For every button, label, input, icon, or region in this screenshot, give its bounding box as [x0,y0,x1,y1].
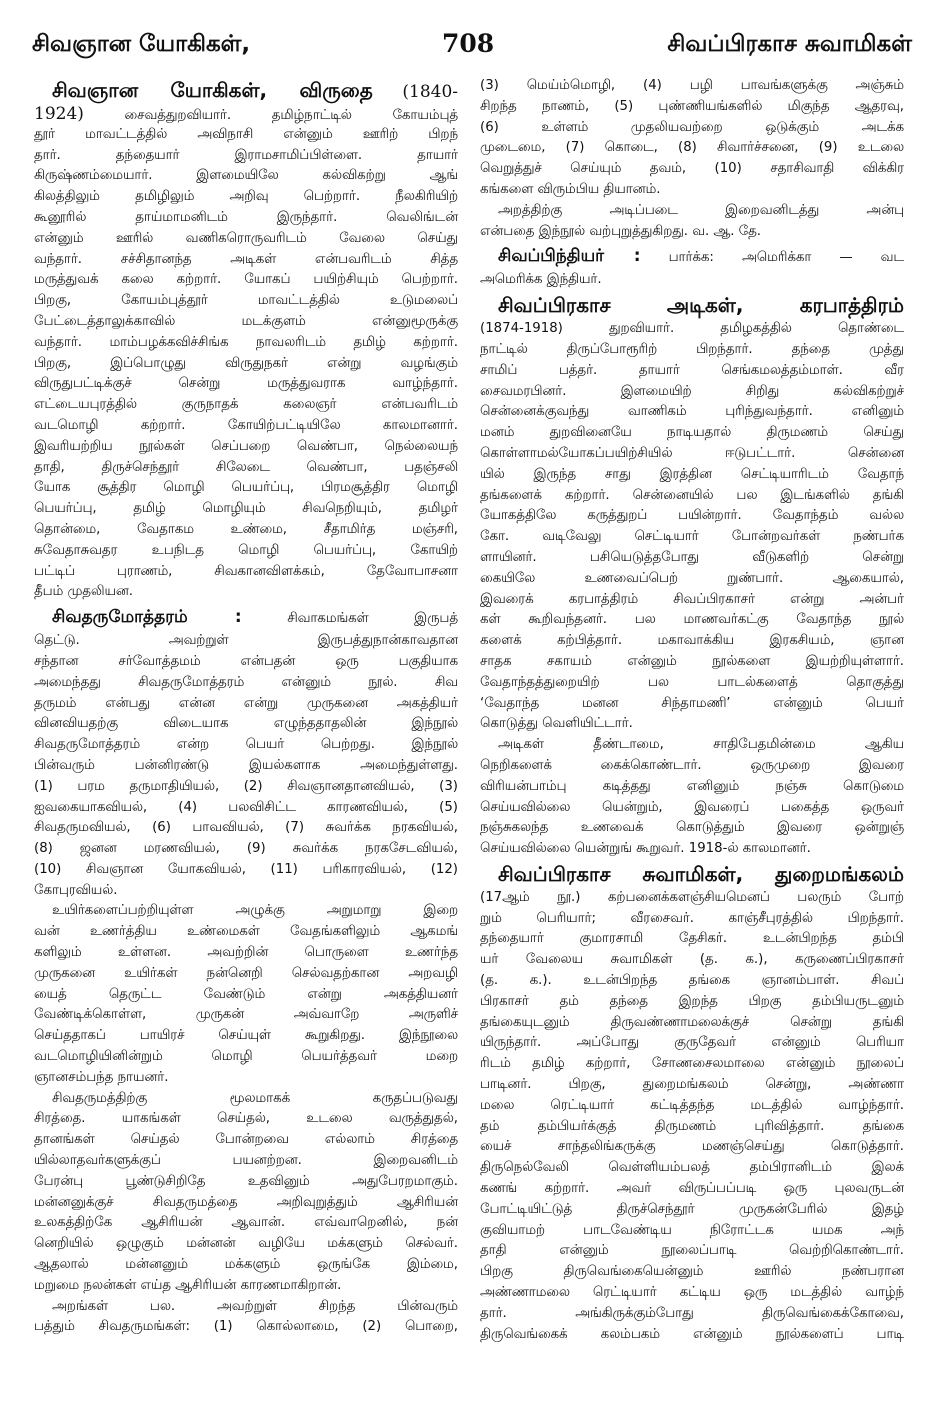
text-line: மறுமை நலன்கள் எய்த ஆசிரியன் காரணமாகிறான். [34,1277,342,1293]
text-line: சிவதருமவியல், (6) பாவவியல், (7) சுவர்க்க நரகவியல், [34,820,458,836]
text-line: மலை ரெட்டியார் கட்டித்தந்த மடத்தில் வாழ்ந்தார். [480,1097,904,1113]
entry-line: அமெரிக்க இந்தியர். [480,272,602,288]
text-line: (17ஆம் நூ.) கற்பனைக்களஞ்சியமெனப் பலரும் போற் [480,889,904,905]
text-line: ஆதலால் மன்னனும் மக்களும் ஒருங்கே இம்மை, [34,1257,458,1273]
entry-title: சிவதருமோத்தரம் : [52,607,242,628]
text-line: திருவெங்கைக் கலம்பகம் என்னும் நூல்களைப் பாடி [480,1326,904,1342]
text-line: தார். தந்தையார் இராமசாமிப்பிள்ளை. தாயார் [34,147,458,163]
text-line: வந்தார். மாம்பழக்கவிச்சிங்க நாவலரிடம் தமிழ் கற்றார். [34,334,458,350]
text-line: ளாயினர். பசியெடுத்தபோது வீடுகளிற் சென்று [480,549,904,565]
text-line: கங்களை விரும்பிய தியானம். [480,181,661,197]
text-line: பத்தும் சிவதருமங்கள்: (1) கொல்லாமை, (2) பொறை, [34,1319,458,1335]
text-line: அமைந்தது சிவதருமோத்தரம் என்னும் நூல். சிவ [34,674,458,690]
text-line: பிறகு, கோயம்புத்தூர் மாவட்டத்தில் உடுமலைப் [34,293,458,309]
left-column [34,76,458,1338]
text-line: தங்கையுடனும் திருவண்ணாமலைக்குச் சென்று தங்கி [480,1014,904,1030]
text-line: அடிகள் தீண்டாமை, சாதிபேதமின்மை ஆகிய [498,737,904,753]
text-line: யோக சூத்திர மொழி பெயர்ப்பு, பிரமசூத்திர மொழி [34,480,458,496]
entry-body [34,125,458,603]
text-line: முடைமை, (7) கொடை, (8) சிவார்ச்சனை, (9) உடலை [480,140,904,156]
text-line: நெறிகளைக் கைக்கொண்டார். ஒருமுறை இவரை [480,757,904,773]
text-line: வேண்டிக்கொள்ள, முருகன் அவ்வாறே அருளிச் [34,1007,458,1023]
entry-body [34,631,458,901]
text-line: வேதாந்தத்துறையிற் பல பாடல்களைத் தொகுத்து [480,674,904,690]
text-line: கிலத்திலும் தமிழிலும் அறிவு பெற்றார். நீலகிரியிற் [34,189,458,205]
running-head-right: சிவப்பிரகாச சுவாமிகள் [667,31,912,57]
text-line: கள் கூறிவந்தனர். பல மாணவர்கட்கு வேதாந்த நூல் [480,612,904,628]
text-line: தார். அங்கிருக்கும்போது திருவெங்கைக்கோவை, [480,1305,904,1321]
text-line: சந்தான சர்வோத்தமம் என்பதன் ஒரு பகுதியாக [34,653,458,669]
text-line: பேரன்பு பூண்டுசிறிதே உதவினும் அதுபேரறமாகும். [34,1173,458,1189]
text-line: சிரத்தை. யாகங்கள் செய்தல், உடலை வருத்துதல், [34,1111,458,1127]
entry-title-line [480,291,904,319]
entry-body [480,888,904,1346]
text-line: யிருந்தார். அப்போது குருதேவர் என்னும் பெரியா [480,1035,904,1051]
entry-title-line [34,76,458,104]
text-line: சிவதருமோத்தரம் என்ற பெயர் பெற்றது. இந்நூல் [34,737,458,753]
entry-years-start: (1840- [402,82,458,102]
text-line: றும் பெரியார்; வீரசைவர். காஞ்சீபுரத்தில் பிறந்தார். [480,910,904,926]
text-line: பிரகாசர் தம் தந்தை இறந்த பிறகு தம்பியருடனும் [480,993,904,1009]
text-line: பிறகு, இப்பொழுது விருதுநகர் என்று வழங்கும் [34,355,458,371]
text-line: மன்னனுக்குச் சிவதருமத்தை அறிவுறுத்தும் ஆசிரியன் [34,1194,458,1210]
text-line: ஐவகையாகவியல், (4) பலவிசிட்ட காரணவியல், (5) [34,799,458,815]
entry-line [34,104,458,125]
entry-paragraph [480,201,904,243]
text-line: கொள்ளாமல்யோகப்பயிற்சியில் ஈடுபட்டார். சென்னை [480,445,904,461]
entry-title-line [480,860,904,888]
entry-paragraph [480,735,904,860]
entry-text: பார்க்க: அமெரிக்கா — வட [668,250,904,266]
text-line: வந்தார். சச்சிதானந்த அடிகள் என்பவரிடம் சித்த [34,251,458,267]
text-line: கணங் கற்றார். அவர் விருப்பப்படி ஒரு புலவருடன் [480,1181,904,1197]
entry-text: சிவாகமங்கள் இருபத் [287,611,458,627]
entry-years-end: 1924) [34,104,84,124]
entry-title: சிவஞான யோகிகள், விருதை [52,78,373,102]
entry-title: சிவப்பிரகாச அடிகள், கரபாத்திரம் [498,293,904,318]
text-line: எட்டையபுரத்தில் குருநாதக் கலைஞர் என்பவரிடம் [34,397,458,413]
text-line: (3) மெய்ம்மொழி, (4) பழி பாவங்களுக்கு அஞ்சும் [480,78,904,93]
text-line: சைவமரபினர். இளமையிற் சிறிது கல்விகற்றுச் [480,383,904,399]
text-line: கையிலே உணவைப்பெற் றுண்பார். ஆகையால், [480,570,904,586]
text-line: என்னும் ஊரில் வணிகரொருவரிடம் வேலை செய்து [34,230,458,246]
text-line: களிலும் உள்ளன. அவற்றின் பொருளை உணர்ந்த [34,945,458,961]
text-line: (10) சிவஞான யோகவியல், (11) பரிகாரவியல், (12) [34,861,458,877]
entry-body [480,319,904,735]
text-line: இவரியற்றிய நூல்கள் செப்பறை வெண்பா, நெல்லையந் [34,438,458,454]
text-line: கூனூரில் தாய்மாமனிடம் இருந்தார். வெலிங்டன் [34,209,458,225]
entry-title: சிவப்பிந்தியர் : [498,246,641,267]
text-line: தந்தையார் குமாரசாமி தேசிகர். உடன்பிறந்த தம்பி [480,931,904,947]
text-line: நாட்டில் திருப்போரூரிற் பிறந்தார். தந்தை முத்து [480,341,904,357]
entry-title: சிவப்பிரகாச சுவாமிகள், துறைமங்கலம் [498,861,904,886]
text-line: சாதக சகாயம் என்னும் நூல்களை இயற்றியுள்ளார். [480,653,904,669]
text-line: தானங்கள் செய்தல் போன்றவை எல்லாம் சிரத்தை [34,1132,458,1148]
text-line: விருதுபட்டிக்குச் சென்று மருத்துவராக வாழ்ந்தார். [34,376,458,392]
text-line: திருநெல்வேலி வெள்ளியம்பலத் தம்பிரானிடம் இலக் [480,1160,904,1176]
text-line: செய்யவில்லை யென்றும், இவரைப் பகைத்த ஒருவர் [480,799,904,815]
text-line: (1) பரம தருமாதியியல், (2) சிவஞானதானவியல், (3) [34,778,458,794]
text-line: அறத்திற்கு அடிப்படை இறைவனிடத்து அன்பு [498,202,904,218]
text-line: கோ. வடிவேலு செட்டியார் போன்றவர்கள் நண்பர்க [480,529,904,545]
text-line: ஞானசம்பந்த நாயனர். [34,1069,169,1085]
entry-title-line [480,242,904,270]
text-line: பேட்டைத்தாலுக்காவில் மடக்குளம் என்னுமூருக்கு [34,313,458,329]
text-line: களைக் கற்பித்தார். மகாவாக்கிய இரகசியம், ஞான [480,633,904,649]
entry-paragraph [34,901,458,1088]
running-head-left: சிவஞான யோகிகள், [32,31,251,57]
text-line: னெறியில் ஒழுகும் மன்னன் வழியே மக்களும் செல்வர். [34,1236,458,1252]
text-line: ரிடம் தமிழ் கற்றார், சோணசைலமாலை என்னும் நூலைப் [480,1056,904,1072]
text-line: சுவேதாசுவதர உபநிடத மொழி பெயர்ப்பு, கோயிற் [34,542,458,558]
text-line: தாதி, திருச்செந்தூர் சிலேடை வெண்பா, பதஞ்சலி [34,459,458,475]
text-line: யில் இருந்த சாது இரத்தின செட்டியாரிடம் வேதாந் [480,466,904,482]
entry-paragraph [34,1089,458,1297]
text-line: தெட்டு. அவற்றுள் இருபத்துநான்காவதான [34,633,458,649]
text-line: தங்களைக் கற்றார். சென்னையில் பல இடங்களில் தங்கி [480,487,904,503]
page-number: 708 [442,29,495,58]
text-line: இவரைக் கரபாத்திரம் சிவப்பிரகாசர் என்று அன்பர் [480,591,904,607]
text-line: தருமம் என்பது என்ன என்று முருகனை அகத்தியர் [34,695,458,711]
text-line: அண்ணாமலை ரெட்டியார் கட்டிய ஒரு மடத்தில் வாழ்ந் [480,1285,904,1301]
text-line: செய்யவில்லை யென்றுங் கூறுவர். 1918-ல் காலமானர். [480,841,811,857]
text-line: சிறந்த நாணம், (5) புண்ணியங்களில் மிகுந்த ஆதரவு, [480,98,904,114]
text-line: யில்லாதவர்களுக்குப் பயனற்றன. இறைவனிடம் [34,1153,458,1169]
text-line: பாடினர். பிறகு, துறைமங்கலம் சென்று, அண்ணா [480,1077,904,1093]
text-line: தம் தம்பியர்க்குத் திருமணம் புரிவித்தார். தங்கை [480,1118,904,1134]
text-line: (த. க.). உடன்பிறந்த தங்கை ஞானம்பாள். சிவப் [480,973,904,989]
text-line: நஞ்சுகலந்த உணவைக் கொடுத்தும் இவரை ஒன்றுஞ் [480,820,904,836]
text-line: வடமொழி கற்றார். கோயிற்பட்டியிலே காலமானார். [34,417,458,433]
text-line: சென்னைக்குவந்து வாணிகம் புரிந்துவந்தார். எனினும் [480,404,904,420]
text-line: தூர் மாவட்டத்தில் அவிநாசி என்னும் ஊரிற் பிறந் [34,126,458,142]
text-line: தீபம் முதலியன. [34,584,133,600]
text-line: பிறகு திருவெங்கையென்னும் ஊரில் நண்பரான [480,1264,904,1280]
text-line: கிருஷ்ணம்மையார். இளமையிலே கல்விகற்று ஆங் [34,168,458,184]
text-line: கோபுரவியல். [34,882,118,898]
entry-text: சைவத்துறவியார். தமிழ்நாட்டில் கோயம்புத் [124,108,458,123]
text-line: யோகத்திலே கருத்துறப் பயின்றார். வேதாந்தம் வல்ல [480,508,904,524]
right-column [480,76,904,1345]
text-line: ‘வேதாந்த மனன சிந்தாமணி’ என்னும் பெயர் [480,695,904,711]
text-line: என்பதை இந்நூல் வற்புறுத்துகிறது. வ. ஆ. தே. [480,223,762,239]
text-line: யைத் தெருட்ட வேண்டும் என்று அகத்தியனர் [34,986,458,1002]
text-line: முருகனை உயிர்கள் நன்னெறி செல்வதற்கான அறவழி [34,965,458,981]
text-line: வெறுத்துச் செய்யும் தவம், (10) சதாசிவாதி விக்கிர [480,161,904,177]
text-line: உலகத்திற்கே ஆசிரியன் ஆவான். எவ்வாறெனில், நன் [34,1215,458,1231]
text-line: செய்ததாகப் பாயிரச் செய்யுள் கூறுகிறது. இந்நூலை [34,1028,458,1044]
text-line: (6) உள்ளம் முதலியவற்றை ஒடுக்கும் அடக்க [480,119,904,135]
text-line: உயிர்களைப்பற்றியுள்ள அழுக்கு அறுமாறு இறை [52,903,458,919]
text-line: (1874-1918) துறவியார். தமிழகத்தில் தொண்டை [480,321,904,337]
text-line: குவியாமற் பாடவேண்டிய நிரோட்டக யமக அந் [480,1222,904,1238]
text-line: பின்வரும் பன்னிரண்டு இயல்களாக அமைந்துள்ளது. [34,757,458,773]
text-line: மருத்துவக் கலை கற்றார். யோகப் பயிற்சியும் பெற்றார். [34,272,458,288]
entry-body [480,76,904,201]
text-line: பட்டிப் புராணம், சிவகானவிளக்கம், தேவோபாசனா [34,563,458,579]
text-line: விரியன்பாம்பு கடித்தது எனினும் நஞ்சு கொடுமை [480,778,904,794]
text-line: சாமிப் பத்தர். தாயார் செங்கமலத்தம்மாள். வீர [480,362,904,378]
entry-title-line [34,603,458,631]
text-line: வடமொழியினின்றும் மொழி பெயர்த்தவர் மறை [34,1049,458,1065]
text-line: யர் வேலைய சுவாமிகள் (த. க.), கருணைப்பிரகாசர் [480,952,904,968]
text-line: பெயர்ப்பு, தமிழ் மொழியும் சிவநெறியும், தமிழர் [34,501,458,517]
text-line: வன் உணர்த்திய உண்மைகள் வேதங்களிலும் ஆகமங் [34,924,458,940]
text-line: தொன்மை, வேதாகம உண்மை, சீதாமிர்த மஞ்சரி, [34,521,458,537]
text-line: தாதி என்னும் நூலைப்பாடி வெற்றிகொண்டார். [480,1243,904,1259]
text-line: வினவியதற்கு விடையாக எழுந்ததாதலின் இந்நூல் [34,716,458,732]
entry-paragraph [34,1297,458,1339]
text-line: (8) ஜனன மரணவியல், (9) சுவர்க்க நரகசேடவியல், [34,841,458,857]
text-line: போட்டியிட்டுத் திருச்செந்தூர் முருகன்பேரில் இதழ் [480,1201,904,1217]
text-line: சிவதருமத்திற்கு மூலமாகக் கருதப்படுவது [52,1090,458,1106]
text-line: அறங்கள் பல. அவற்றுள் சிறந்த பின்வரும் [52,1298,458,1314]
text-line: யைச் சாந்தலிங்கருக்கு மணஞ்செய்து கொடுத்தார். [480,1139,904,1155]
text-line: கொடுத்து வெளியிட்டார். [480,716,633,732]
text-line: மனம் துறவினையே நாடியதால் திருமணம் செய்து [480,425,904,441]
